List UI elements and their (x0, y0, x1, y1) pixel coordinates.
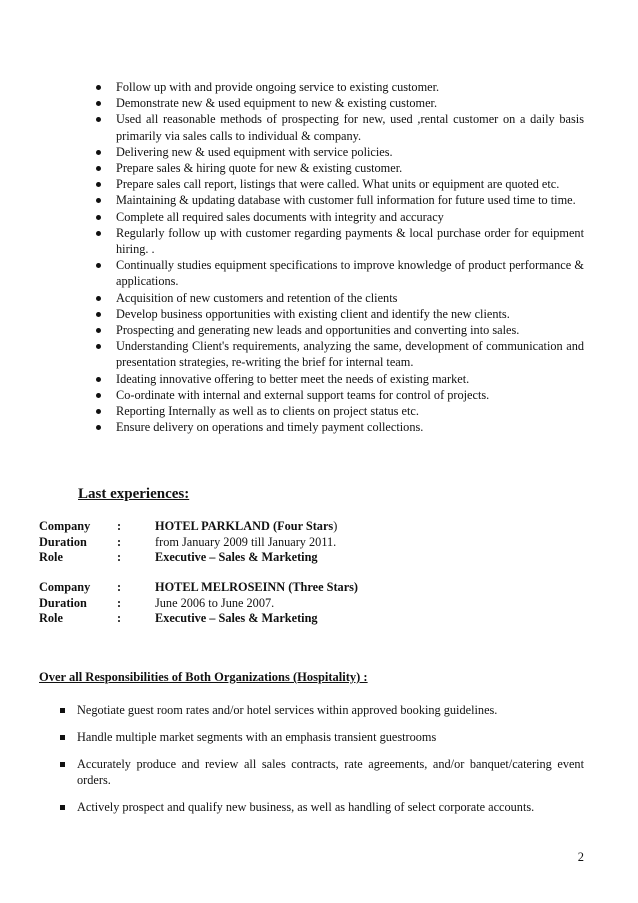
role-row (39, 611, 599, 627)
bullet-dot-icon (96, 85, 101, 90)
last-experiences-heading: Last experiences: (78, 486, 190, 502)
company-row (39, 580, 599, 596)
duty-item: Reporting Internally as well as to clients on project status etc. (92, 403, 584, 419)
square-bullet-icon (60, 805, 65, 810)
hospitality-duty-item: Actively prospect and qualify new business, as well as handling of select corporate accounts. (58, 800, 584, 816)
role-label: Role (39, 550, 63, 564)
hospitality-duties-list (58, 703, 584, 827)
duty-item: Understanding Client's requirements, analyzing the same, development of communication and presentation strategies, re-writing the brief for internal team. (92, 338, 584, 370)
colon: : (117, 580, 122, 594)
bullet-dot-icon (96, 215, 101, 220)
duration-value: June 2006 to June 2007. (155, 595, 275, 610)
company-label: Company (39, 580, 91, 594)
bullet-dot-icon (96, 409, 101, 414)
bullet-dot-icon (96, 312, 101, 317)
role-value: Executive – Sales & Marketing (155, 611, 318, 625)
bullet-dot-icon (96, 425, 101, 430)
duration-value: from January 2009 till January 2011. (155, 534, 337, 549)
experience-block (39, 519, 599, 566)
page-number: 2 (577, 850, 584, 864)
bullet-dot-icon (96, 117, 101, 122)
square-bullet-icon (60, 708, 65, 713)
colon: : (117, 519, 122, 533)
bullet-dot-icon (96, 296, 101, 301)
overall-responsibilities-heading: Over all Responsibilities of Both Organizations (Hospitality) : (39, 670, 368, 684)
square-bullet-icon (60, 762, 65, 767)
duty-item: Used all reasonable methods of prospecting for new, used ,rental customer on a daily basis primarily via sales calls to individual & company. (92, 111, 584, 143)
bullet-dot-icon (96, 328, 101, 333)
duty-item: Prepare sales call report, listings that were called. What units or equipment are quoted etc. (92, 176, 584, 192)
bullet-dot-icon (96, 263, 101, 268)
duration-row (39, 596, 599, 612)
duration-label: Duration (39, 595, 87, 610)
bullet-dot-icon (96, 182, 101, 187)
colon: : (117, 550, 122, 564)
duties-list (92, 79, 584, 435)
duty-item: Delivering new & used equipment with service policies. (92, 144, 584, 160)
duty-item: Regularly follow up with customer regarding payments & local purchase order for equipment hiring. . (92, 225, 584, 257)
colon: : (117, 534, 122, 549)
duty-item: Prospecting and generating new leads and opportunities and converting into sales. (92, 322, 584, 338)
role-row (39, 550, 599, 566)
duty-item: Demonstrate new & used equipment to new & existing customer. (92, 95, 584, 111)
duty-item: Co-ordinate with internal and external support teams for control of projects. (92, 387, 584, 403)
company-value: HOTEL PARKLAND (Four Stars) (155, 519, 338, 533)
duty-item: Continually studies equipment specifications to improve knowledge of product performance & applications. (92, 257, 584, 289)
colon: : (117, 611, 122, 625)
duty-item: Follow up with and provide ongoing service to existing customer. (92, 79, 584, 95)
bullet-dot-icon (96, 198, 101, 203)
bullet-dot-icon (96, 101, 101, 106)
duty-item: Ensure delivery on operations and timely payment collections. (92, 419, 584, 435)
bullet-dot-icon (96, 166, 101, 171)
duration-label: Duration (39, 534, 87, 549)
square-bullet-icon (60, 735, 65, 740)
duty-item: Ideating innovative offering to better meet the needs of existing market. (92, 371, 584, 387)
colon: : (117, 595, 122, 610)
duty-item: Prepare sales & hiring quote for new & existing customer. (92, 160, 584, 176)
bullet-dot-icon (96, 377, 101, 382)
company-row (39, 519, 599, 535)
company-value: HOTEL MELROSEINN (Three Stars) (155, 580, 359, 594)
duty-item: Develop business opportunities with existing client and identify the new clients. (92, 306, 584, 322)
role-label: Role (39, 611, 63, 625)
duty-item: Maintaining & updating database with customer full information for future used time to time. (92, 192, 584, 208)
duration-row (39, 535, 599, 551)
bullet-dot-icon (96, 231, 101, 236)
duty-item: Acquisition of new customers and retention of the clients (92, 290, 584, 306)
experience-block (39, 580, 599, 627)
bullet-dot-icon (96, 150, 101, 155)
duty-item: Complete all required sales documents with integrity and accuracy (92, 209, 584, 225)
hospitality-duty-item: Handle multiple market segments with an emphasis transient guestrooms (58, 730, 584, 746)
role-value: Executive – Sales & Marketing (155, 550, 318, 564)
company-label: Company (39, 519, 91, 533)
bullet-dot-icon (96, 344, 101, 349)
hospitality-duty-item: Accurately produce and review all sales contracts, rate agreements, and/or banquet/catering event orders. (58, 757, 584, 788)
bullet-dot-icon (96, 393, 101, 398)
hospitality-duty-item: Negotiate guest room rates and/or hotel services within approved booking guidelines. (58, 703, 584, 719)
